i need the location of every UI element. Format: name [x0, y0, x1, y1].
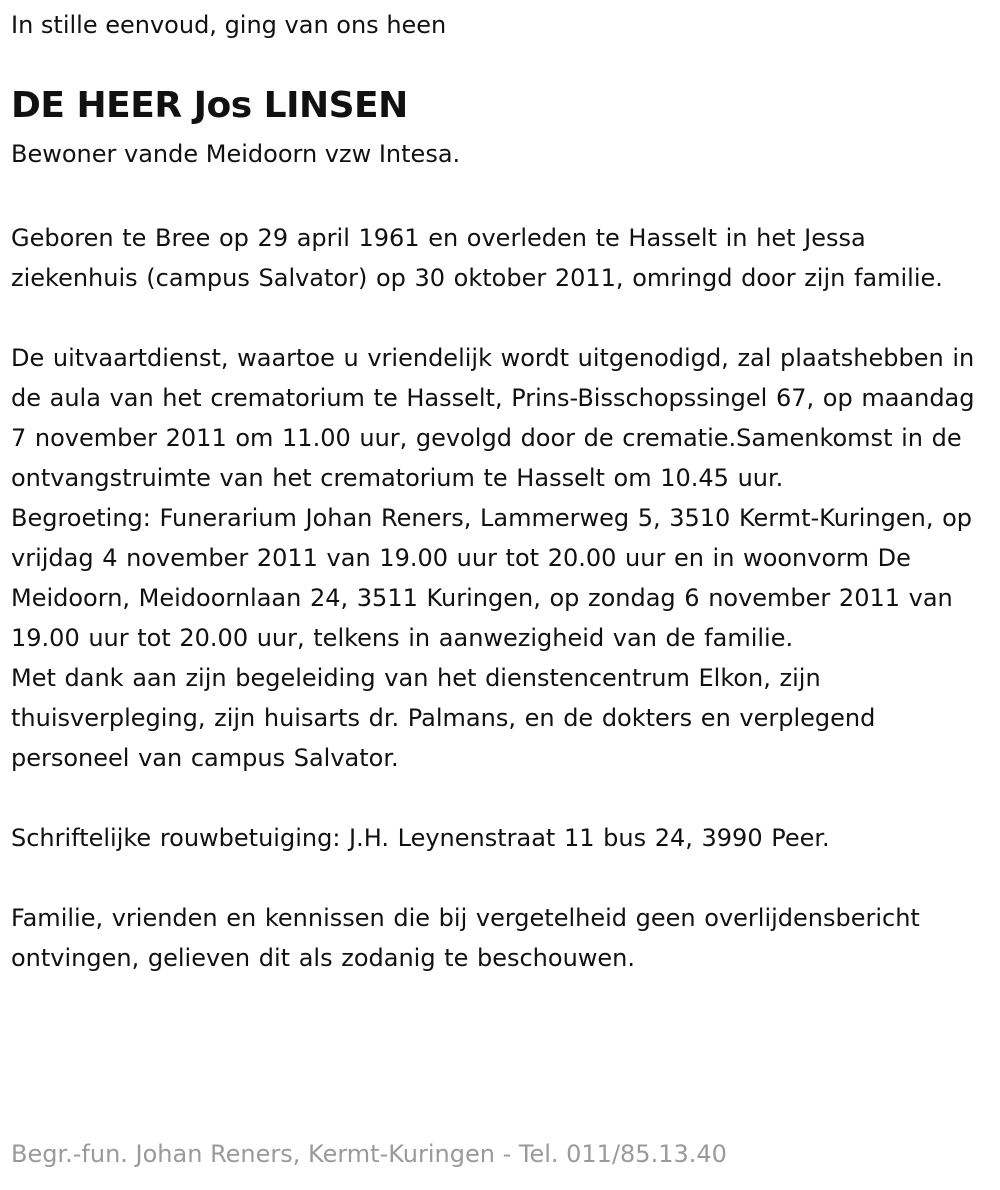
obituary-body	[11, 218, 986, 978]
notice-paragraph: Familie, vrienden en kennissen die bij vergetelheid geen overlijdensbericht ontvingen, gelieven dit als zodanig te beschouwen.	[11, 904, 920, 972]
paragraph-spacer	[11, 858, 986, 898]
birth-death-paragraph: Geboren te Bree op 29 april 1961 en overleden te Hasselt in het Jessa ziekenhuis (campus Salvator) op 30 oktober 2011, omringd door zijn familie.	[11, 224, 943, 292]
condolence-address: Schriftelijke rouwbetuiging: J.H. Leynenstraat 11 bus 24, 3990 Peer.	[11, 824, 830, 852]
intro-line: In stille eenvoud, ging van ons heen	[11, 11, 447, 39]
paragraph-spacer	[11, 778, 986, 818]
service-paragraph: De uitvaartdienst, waartoe u vriendelijk wordt uitgenodigd, zal plaatshebben in de aula van het crematorium te Hasselt, Prins-Bisschopssingel 67, op maandag 7 november 2011 om 11.00 uur, gevolgd door de crematie.Samenkomst in de ontvangstruimte van het crematorium te Hasselt om 10.45 uur.	[11, 344, 975, 492]
paragraph-spacer	[11, 298, 986, 338]
greeting-paragraph: Begroeting: Funerarium Johan Reners, Lammerweg 5, 3510 Kermt-Kuringen, op vrijdag 4 november 2011 van 19.00 uur tot 20.00 uur en in woonvorm De Meidoorn, Meidoornlaan 24, 3511 Kuringen, op zondag 6 november 2011 van 19.00 uur tot 20.00 uur, telkens in aanwezigheid van de familie.	[11, 504, 973, 652]
funeral-home-footer: Begr.-fun. Johan Reners, Kermt-Kuringen - Tel. 011/85.13.40	[11, 1140, 727, 1168]
thanks-paragraph: Met dank aan zijn begeleiding van het dienstencentrum Elkon, zijn thuisverpleging, zijn huisarts dr. Palmans, en de dokters en verplegend personeel van campus Salvator.	[11, 664, 876, 772]
deceased-description: Bewoner vande Meidoorn vzw Intesa.	[11, 140, 461, 168]
deceased-name: DE HEER Jos LINSEN	[11, 85, 408, 126]
